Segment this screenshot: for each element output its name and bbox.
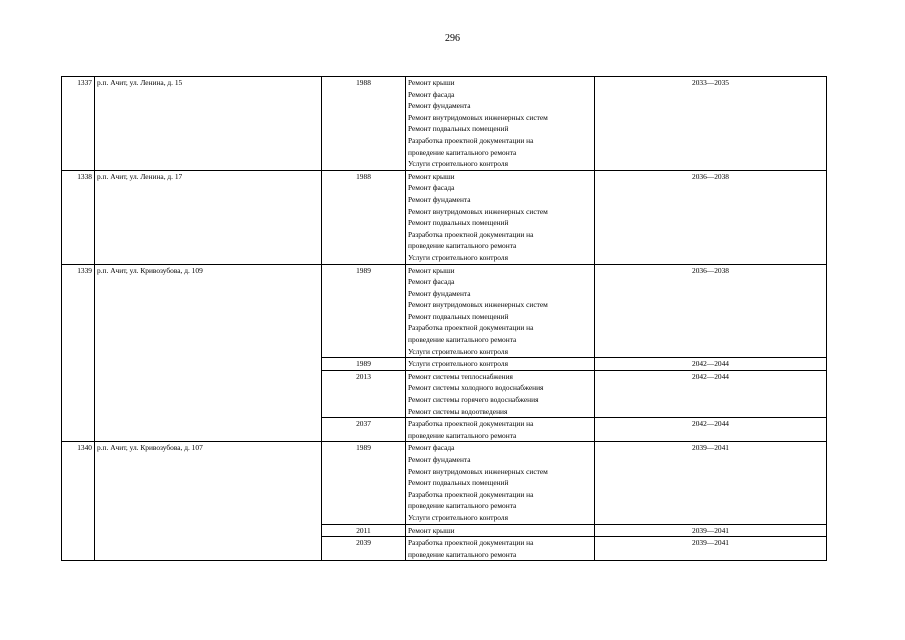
works-cell bbox=[406, 524, 595, 537]
works-cell bbox=[406, 442, 595, 524]
works-cell bbox=[406, 77, 595, 171]
work-item: Ремонт системы холодного водоснабжения bbox=[408, 383, 544, 393]
work-item: Ремонт внутридомовых инженерных систем bbox=[408, 300, 548, 310]
repair-schedule-table bbox=[61, 76, 827, 561]
work-item: Ремонт крыши bbox=[408, 78, 455, 87]
year-cell: 2039 bbox=[322, 537, 406, 561]
work-item: Услуги строительного контроля bbox=[408, 512, 508, 522]
year-cell: 1989 bbox=[322, 358, 406, 371]
work-item: Ремонт фасада bbox=[408, 183, 455, 193]
year-cell: 1988 bbox=[322, 170, 406, 264]
work-item: проведение капитального ремонта bbox=[408, 501, 517, 511]
work-item: проведение капитального ремонта bbox=[408, 430, 517, 440]
work-item: Услуги строительного контроля bbox=[408, 159, 508, 169]
work-item: проведение капитального ремонта bbox=[408, 549, 517, 559]
year-cell: 2037 bbox=[322, 418, 406, 442]
work-item: Разработка проектной документации на bbox=[408, 538, 534, 548]
row-number: 1340 bbox=[62, 442, 95, 561]
work-item: Ремонт системы горячего водоснабжения bbox=[408, 395, 539, 405]
period-cell: 2042—2044 bbox=[595, 418, 827, 442]
period-cell: 2033—2035 bbox=[595, 77, 827, 171]
row-number: 1337 bbox=[62, 77, 95, 171]
period-cell: 2036—2038 bbox=[595, 170, 827, 264]
period-cell: 2042—2044 bbox=[595, 370, 827, 417]
work-item: Ремонт крыши bbox=[408, 171, 455, 181]
period-cell: 2036—2038 bbox=[595, 264, 827, 358]
table-row bbox=[62, 170, 827, 264]
work-item: Ремонт фундамента bbox=[408, 101, 471, 111]
work-item: проведение капитального ремонта bbox=[408, 147, 517, 157]
works-cell bbox=[406, 370, 595, 417]
table-row bbox=[62, 442, 827, 524]
year-cell: 1988 bbox=[322, 77, 406, 171]
table-row bbox=[62, 77, 827, 171]
year-cell: 1989 bbox=[322, 442, 406, 524]
work-item: Разработка проектной документации на bbox=[408, 419, 534, 429]
work-item: Ремонт фасада bbox=[408, 277, 455, 287]
work-item: Ремонт фасада bbox=[408, 443, 455, 453]
work-item: проведение капитального ремонта bbox=[408, 241, 517, 251]
work-item: Ремонт внутридомовых инженерных систем bbox=[408, 112, 548, 122]
work-item: Ремонт крыши bbox=[408, 525, 455, 535]
period-cell: 2039—2041 bbox=[595, 524, 827, 537]
work-item: Ремонт внутридомовых инженерных систем bbox=[408, 466, 548, 476]
year-cell: 2013 bbox=[322, 370, 406, 417]
work-item: Ремонт фундамента bbox=[408, 455, 471, 464]
works-cell bbox=[406, 170, 595, 264]
work-item: Разработка проектной документации на bbox=[408, 489, 534, 499]
works-cell bbox=[406, 418, 595, 442]
work-item: Ремонт фундамента bbox=[408, 194, 471, 204]
work-item: Ремонт фундамента bbox=[408, 288, 471, 298]
work-item: Ремонт подвальных помещений bbox=[408, 311, 509, 321]
work-item: Ремонт фасада bbox=[408, 89, 455, 99]
work-item: Разработка проектной документации на bbox=[408, 229, 534, 239]
row-number: 1339 bbox=[62, 264, 95, 442]
work-item: Разработка проектной документации на bbox=[408, 323, 534, 333]
works-cell bbox=[406, 264, 595, 358]
year-cell: 2011 bbox=[322, 524, 406, 537]
building-address: р.п. Ачит, ул. Кривозубова, д. 109 bbox=[95, 264, 322, 442]
work-item: Ремонт подвальных помещений bbox=[408, 218, 509, 228]
work-item: Ремонт системы водоотведения bbox=[408, 406, 508, 416]
row-number: 1338 bbox=[62, 170, 95, 264]
work-item: Услуги строительного контроля bbox=[408, 359, 508, 369]
table-body bbox=[62, 77, 827, 561]
works-cell bbox=[406, 358, 595, 371]
work-item: Ремонт крыши bbox=[408, 265, 455, 275]
work-item: Ремонт подвальных помещений bbox=[408, 124, 509, 134]
period-cell: 2039—2041 bbox=[595, 442, 827, 524]
work-item: Ремонт системы теплоснабжения bbox=[408, 371, 513, 381]
work-item: Услуги строительного контроля bbox=[408, 346, 508, 356]
work-item: Ремонт внутридомовых инженерных систем bbox=[408, 206, 548, 216]
period-cell: 2039—2041 bbox=[595, 537, 827, 561]
work-item: Разработка проектной документации на bbox=[408, 135, 534, 145]
work-item: Ремонт подвальных помещений bbox=[408, 478, 509, 488]
works-cell bbox=[406, 537, 595, 561]
page-number: 296 bbox=[445, 33, 460, 44]
year-cell: 1989 bbox=[322, 264, 406, 358]
building-address: р.п. Ачит, ул. Ленина, д. 17 bbox=[95, 170, 322, 264]
period-cell: 2042—2044 bbox=[595, 358, 827, 371]
work-item: проведение капитального ремонта bbox=[408, 335, 517, 345]
table-row bbox=[62, 264, 827, 358]
work-item: Услуги строительного контроля bbox=[408, 252, 508, 262]
building-address: р.п. Ачит, ул. Ленина, д. 15 bbox=[95, 77, 322, 171]
building-address: р.п. Ачит, ул. Кривозубова, д. 107 bbox=[95, 442, 322, 561]
